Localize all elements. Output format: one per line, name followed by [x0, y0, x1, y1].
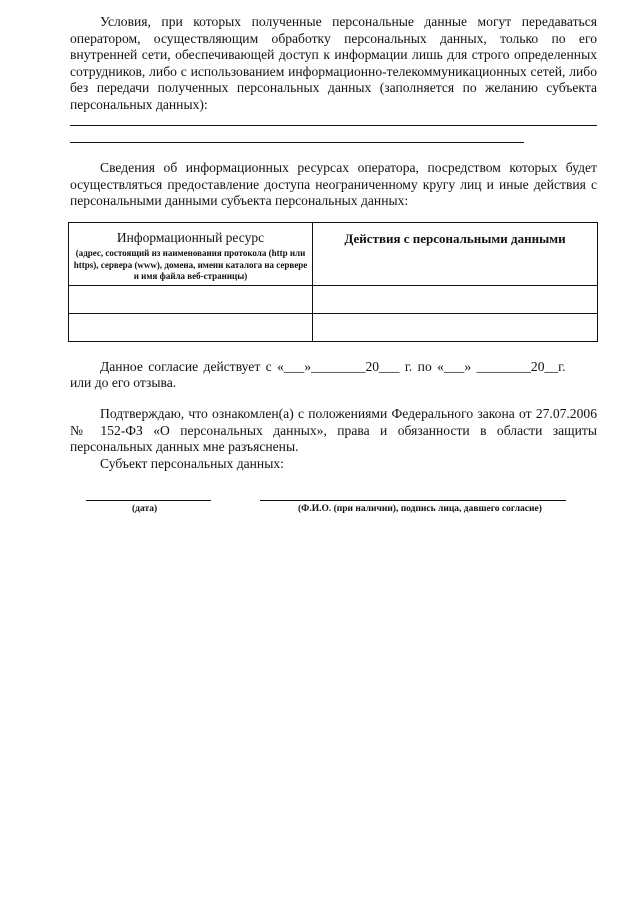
signature-line: [260, 500, 566, 501]
table-cell-actions-1[interactable]: [313, 286, 598, 314]
subject-label: Субъект персональных данных:: [100, 456, 284, 471]
table-header-actions: [313, 223, 598, 286]
confirmation-paragraph: Подтверждаю, что ознакомлен(а) с положениями Федерального закона от 27.07.2006 № 152-ФЗ «О персональных данных», права и обязанности в области защиты персональных данных мне разъяснены.: [70, 406, 597, 454]
table-cell-resource-1[interactable]: [69, 286, 313, 314]
table-header-actions-title: Действия с персональными данными: [344, 231, 566, 246]
conditions-paragraph: Условия, при которых полученные персональные данные могут передаваться оператором, осуществляющим обработку персональных данных, только по его внутренней сети, обеспечивающей доступ к информации лишь для строго определенных сотрудников, либо с использованием информационно-телекоммуникационных сетей, либо без передачи полученных персональных данных (заполняется по желанию субъекта персональных данных):: [70, 14, 597, 112]
date-caption: (дата): [132, 504, 158, 514]
fill-line-1: [70, 125, 597, 126]
table-row: [69, 314, 598, 342]
table-row: [69, 286, 598, 314]
table-header-resource-subtitle: (адрес, состоящий из наименования протокола (http или https), сервера (www), домена, имени каталога на сервере и имя файла веб-страницы): [73, 248, 308, 281]
table-cell-actions-2[interactable]: [313, 314, 598, 342]
validity-revocation-text: или до его отзыва.: [70, 375, 177, 390]
resources-paragraph: Сведения об информационных ресурсах оператора, посредством которых будет осуществляться предоставление доступа неограниченному кругу лиц и иные действия с персональными данными субъекта персональных данных:: [70, 160, 597, 208]
table-cell-resource-2[interactable]: [69, 314, 313, 342]
resources-table: [68, 222, 598, 342]
date-line: [86, 500, 211, 501]
signature-caption: (Ф.И.О. (при наличии), подпись лица, давшего согласие): [298, 504, 542, 514]
validity-period-text: Данное согласие действует с «___»________20___ г. по «___» ________20__г.: [100, 359, 566, 374]
table-header-resource: [69, 223, 313, 286]
fill-line-2: [70, 142, 524, 143]
table-header-resource-title: Информационный ресурс: [116, 230, 265, 245]
